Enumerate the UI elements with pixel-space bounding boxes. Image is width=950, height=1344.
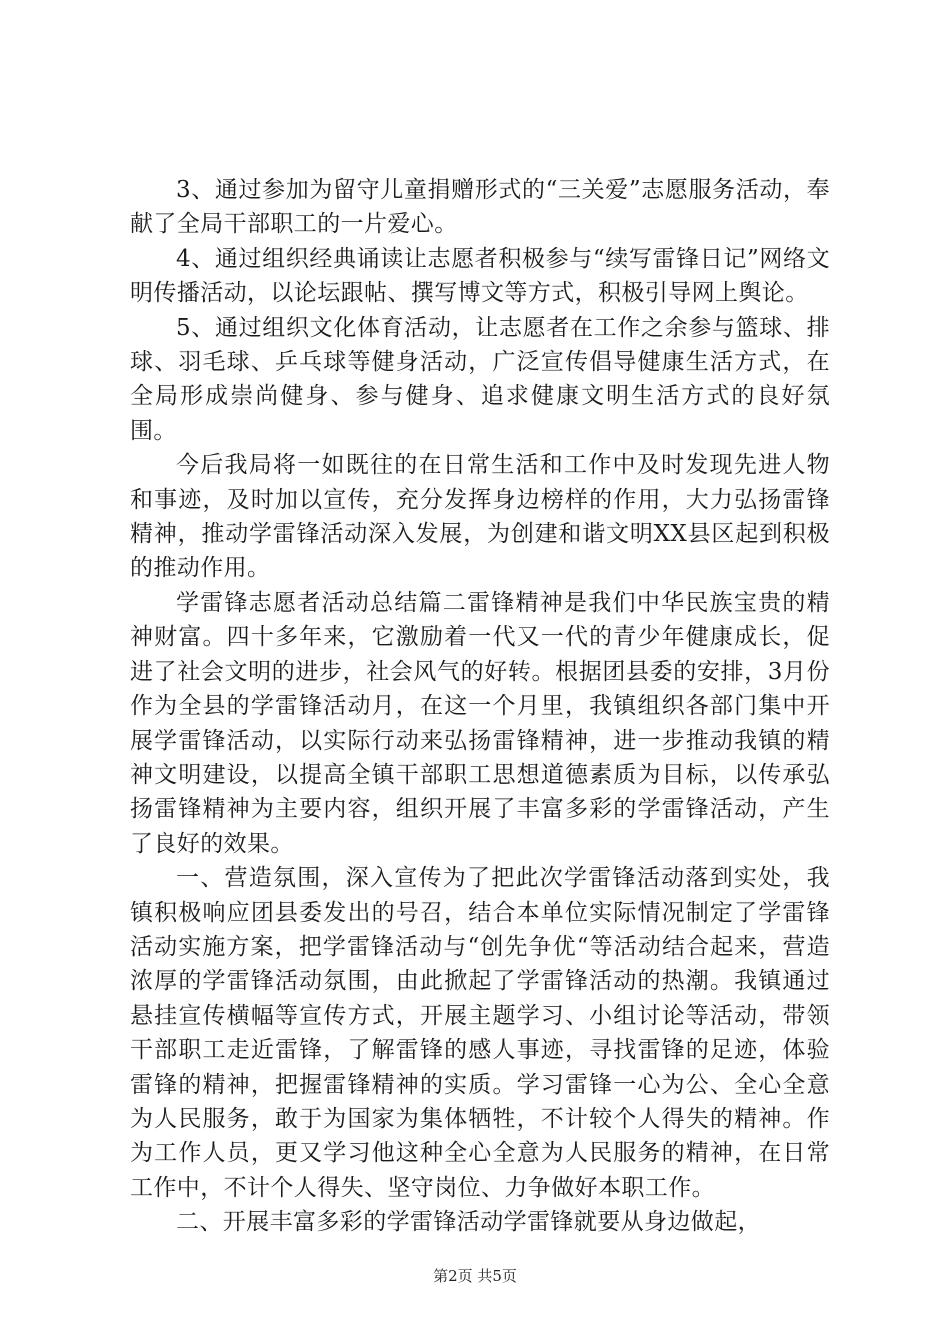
paragraph-volunteer-donation: 3、通过参加为留守儿童捐赠形式的“三关爱”志愿服务活动，奉献了全局干部职工的一片爱心。: [130, 177, 830, 238]
document-body: [130, 173, 830, 1240]
paragraph-section-one: 一、营造氛围，深入宣传为了把此次学雷锋活动落到实处，我镇积极响应团县委发出的号召，结合本单位实际情况制定了学雷锋活动实施方案，把学雷锋活动与“创先争优“等活动结合起来，营造浓厚的学雷锋活动氛围，由此掀起了学雷锋活动的热潮。我镇通过悬挂宣传横幅等宣传方式，开展主题学习、小组讨论等活动，带领干部职工走近雷锋，了解雷锋的感人事迹，寻找雷锋的足迹，体验雷锋的精神，把握雷锋精神的实质。学习雷锋一心为公、全心全意为人民服务，敢于为国家为集体牺牲，不计较个人得失的精神。作为工作人员，更又学习他这种全心全意为人民服务的精神，在日常工作中，不计个人得失、坚守岗位、力争做好本职工作。: [130, 865, 830, 1201]
paragraph-summary-part-two: 学雷锋志愿者活动总结篇二雷锋精神是我们中华民族宝贵的精神财富。四十多年来，它激励着一代又一代的青少年健康成长，促进了社会文明的进步，社会风气的好转。根据团县委的安排，3月份作为全县的学雷锋活动月，在这一个月里，我镇组织各部门集中开展学雷锋活动，以实际行动来弘扬雷锋精神，进一步推动我镇的精神文明建设，以提高全镇干部职工思想道德素质为目标，以传承弘扬雷锋精神为主要内容，组织开展了丰富多彩的学雷锋活动，产生了良好的效果。: [130, 589, 830, 857]
paragraph-classic-reading: 4、通过组织经典诵读让志愿者积极参与“续写雷锋日记”网络文明传播活动，以论坛跟帖、撰写博文等方式，积极引导网上舆论。: [130, 245, 830, 307]
page-number-footer: 第2页 共5页: [433, 1267, 517, 1285]
paragraph-section-two: 二、开展丰富多彩的学雷锋活动学雷锋就要从身边做起，: [176, 1209, 761, 1236]
paragraph-sports-activities: 5、通过组织文化体育活动，让志愿者在工作之余参与篮球、排球、羽毛球、乒乓球等健身活动，广泛宣传倡导健康生活方式，在全局形成崇尚健身、参与健身、追求健康文明生活方式的良好氛围。: [130, 314, 830, 444]
paragraph-future-plan: 今后我局将一如既往的在日常生活和工作中及时发现先进人物和事迹，及时加以宣传，充分发挥身边榜样的作用，大力弘扬雷锋精神，推动学雷锋活动深入发展，为创建和谐文明XX县区起到积极的推动作用。: [130, 452, 830, 582]
